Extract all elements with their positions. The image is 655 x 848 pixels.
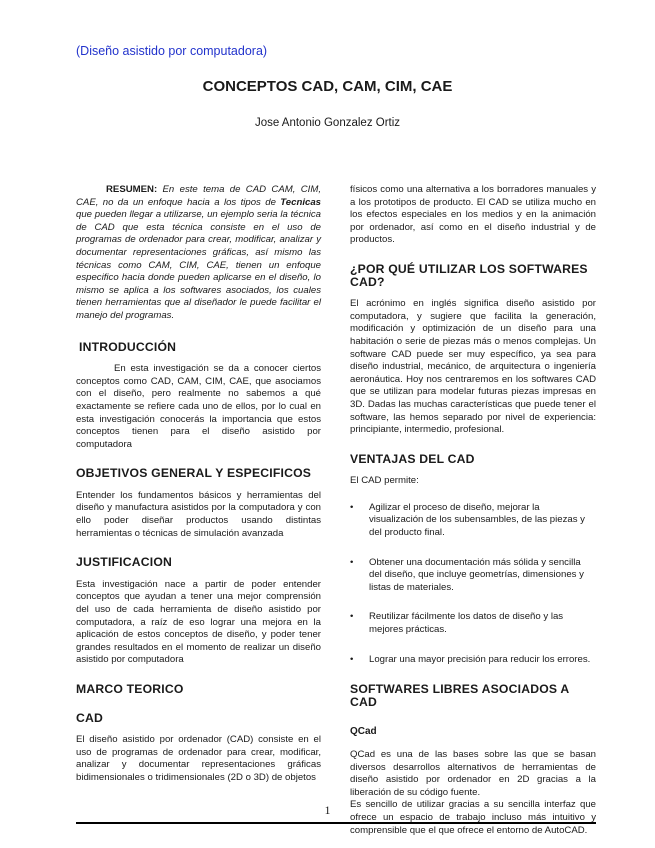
abstract-text-2: que pueden llegar a utilizarse, un ejemplo seria la técnica de CAD que esta técnica consiste en el uso de programas de ordenador para crear, modificar, analizar y documentar representaciones gráficas, así mismo las técnicas como CAM, CIM, CAE, tienen un enfoque especifico hacia donde pueden aplicarse en el diseño, lo mismo se aplica a los softwares asociados, los cuales tienen herramientas que al diseñador le puede facilitar el manejo del programas. [76, 209, 321, 321]
qcad-text-2: Es sencillo de utilizar gracias a su sencilla interfaz que ofrece un espacio de trabajo incluso más intuitivo y comprensible que el que ofrece el entorno de AutoCAD. [350, 799, 596, 836]
abstract-label: RESUMEN: [106, 184, 158, 195]
paper-title: CONCEPTOS CAD, CAM, CIM, CAE [202, 78, 453, 95]
right-column [350, 184, 596, 837]
why-cad-text: El acrónimo en inglés significa diseño asistido por computadora, y sugiere que facilita la generación, modificación y optimización de un diseño para una habitación o serie de piezas más o menos complejas. Un software CAD puede ser muy específico, ya sea para diseño industrial, mecánico, de arquitectura o ingeniería aeronáutica. Hoy nos centraremos en los softwares CAD que se utilizan para modelar futuras piezas impresas en 3D. Dadas las muchas características que puede tener el software, las hemos separado por nivel de experiencia: principiante, intermedio, profesional. [350, 298, 596, 436]
advantages-list [350, 502, 596, 666]
abstract [76, 184, 321, 323]
justification-text: Esta investigación nace a partir de poder entender conceptos que ayudan a tener una mejor comprensión del uso de cada herramienta de diseño asistido por computadora, a raíz de eso lograr una mejora en la aplicación de estos conceptos de diseño, y poder tener grandes resultados en el momento de realizar un diseño asistido por computadora [76, 578, 321, 666]
qcad-text-1: QCad es una de las bases sobre las que se basan diversos desarrollos alternativos de herramientas de diseño asistido por ordenador en 2D gracias a la liberación de su código fuente. [350, 749, 596, 798]
list-item: • Agilizar el proceso de diseño, mejorar la visualización de los subensambles, de las piezas y del producto final. [350, 502, 596, 540]
introduction-heading: INTRODUCCIÓN [79, 339, 177, 354]
objectives-heading: OBJETIVOS GENERAL Y ESPECIFICOS [76, 466, 312, 481]
abstract-text-1: En este tema de CAD CAM, CIM, CAE, no da un enfoque hacia a los tipos de [76, 184, 321, 208]
document-subtitle-note: (Diseño asistido por computadora) [76, 44, 268, 58]
objectives-text: Entender los fundamentos básicos y herramientas del diseño y manufactura asistidos por la computadora y con ello poder diseñar productos usando distintas herramientas o técnicas de simulación avanzada [76, 489, 321, 539]
theoretical-framework-heading: MARCO TEORICO [76, 682, 184, 696]
list-item: • Reutilizar fácilmente los datos de diseño y las mejores prácticas. [350, 611, 596, 636]
cad-text: El diseño asistido por ordenador (CAD) consiste en el uso de programas de ordenador para crear, modificar, analizar y documentar representaciones gráficas bidimensionales o tridimensionales (2D o 3D) de objetos [76, 734, 321, 783]
list-item: • Lograr una mayor precisión para reducir los errores. [350, 654, 596, 667]
author-name: Jose Antonio Gonzalez Ortiz [254, 117, 401, 129]
why-cad-heading: ¿POR QUÉ UTILIZAR LOS SOFTWARES CAD? [350, 261, 588, 289]
introduction-text: En esta investigación se da a conocer ciertos conceptos como CAD, CAM, CIM, CAE, que asociamos con el diseño, pero realmente no sabemos a qué exactamente se refiere cada uno de ellos, por lo cual en esta investigación conocerás la importancia que estos conceptos tienen para el diseño asistido por computadora [76, 363, 321, 450]
cad-heading: CAD [76, 710, 104, 725]
justification-heading: JUSTIFICACION [76, 555, 173, 570]
abstract-keyword: Tecnicas [280, 196, 321, 208]
cad-text-continuation: físicos como una alternativa a los borradores manuales y a los prototipos de producto. El CAD se utiliza mucho en los efectos especiales en los medios y en la animación por ordenador, así como en el diseño industrial y de productos. [350, 184, 596, 246]
left-column [76, 184, 321, 785]
advantages-heading: VENTAJAS DEL CAD [350, 451, 475, 466]
free-software-heading: SOFTWARES LIBRES ASOCIADOS A CAD [350, 682, 569, 709]
qcad-heading: QCad [350, 726, 377, 738]
advantages-intro: El CAD permite: [350, 475, 419, 487]
footer-rule [76, 822, 596, 824]
list-item: • Obtener una documentación más sólida y sencilla del diseño, que incluye geometrías, dimensiones y listas de materiales. [350, 557, 596, 595]
page-number: 1 [324, 803, 331, 817]
